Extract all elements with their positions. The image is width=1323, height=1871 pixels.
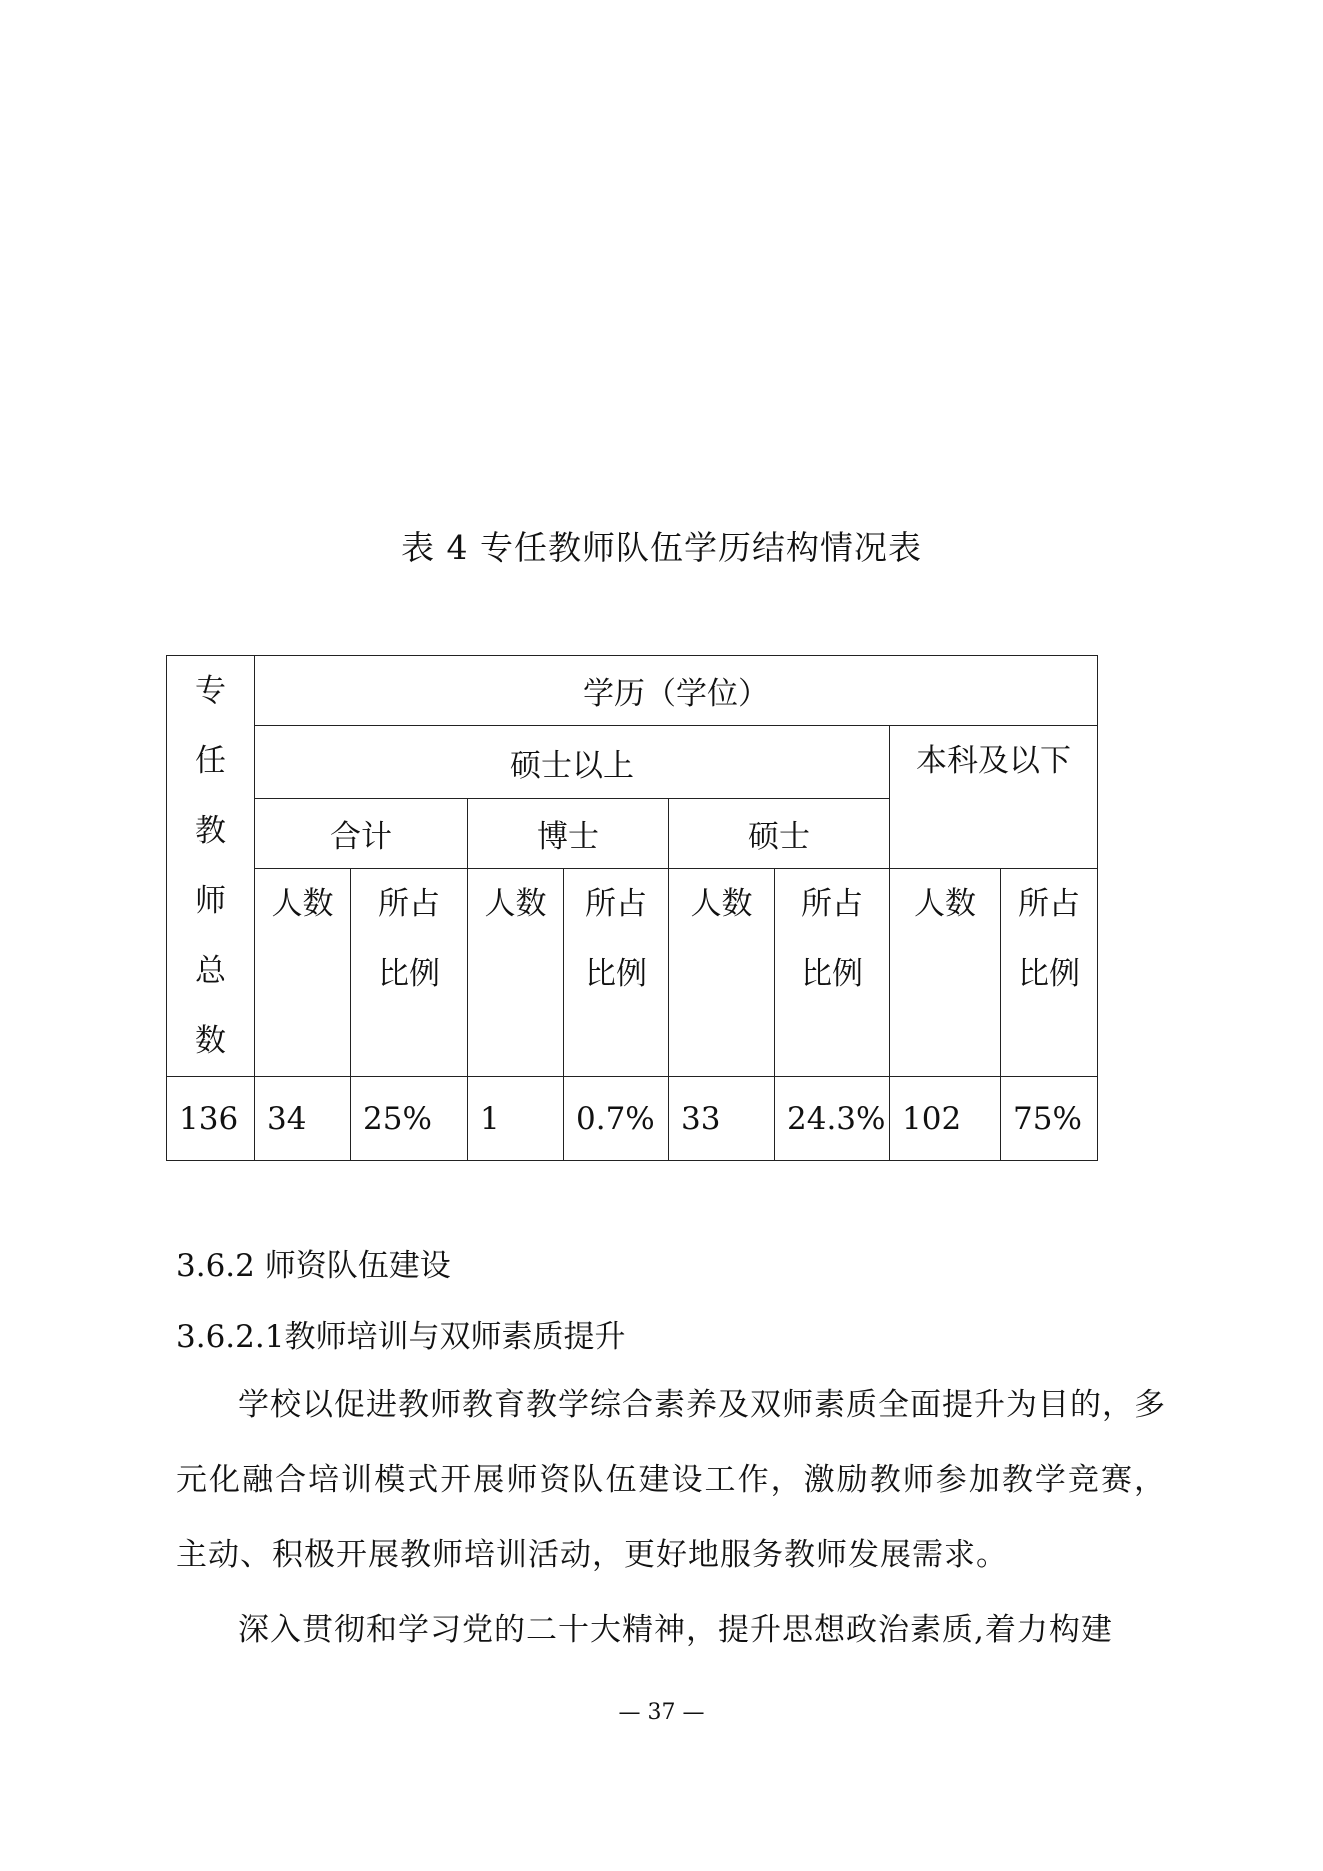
count-header: 人数 — [468, 869, 564, 1077]
count-header: 人数 — [255, 869, 351, 1077]
degree-header: 学历（学位） — [255, 656, 1098, 726]
page-number: — 37 — — [618, 1700, 705, 1725]
table-cell: 25% — [351, 1077, 468, 1161]
ratio-header: 所占 比例 — [775, 869, 890, 1077]
education-structure-table — [166, 655, 1098, 1161]
total-teachers-header: 专 任 教 师 总 数 — [167, 656, 255, 1077]
bachelor-below-header: 本科及以下 — [890, 726, 1098, 869]
master-above-header: 硕士以上 — [255, 726, 890, 799]
section-heading: 3.6.2 师资队伍建设 — [176, 1248, 451, 1284]
table-row — [167, 1077, 1098, 1161]
count-header: 人数 — [669, 869, 775, 1077]
phd-header: 博士 — [468, 799, 669, 869]
table-caption: 表 4 专任教师队伍学历结构情况表 — [401, 528, 922, 567]
master-header: 硕士 — [669, 799, 890, 869]
ratio-header: 所占 比例 — [1001, 869, 1098, 1077]
table-cell: 24.3% — [775, 1077, 890, 1161]
table-cell: 102 — [890, 1077, 1001, 1161]
subsection-heading: 3.6.2.1教师培训与双师素质提升 — [176, 1319, 626, 1355]
table-cell: 1 — [468, 1077, 564, 1161]
body-paragraph: 深入贯彻和学习党的二十大精神，提升思想政治素质,着力构建 — [238, 1612, 1113, 1648]
table-cell: 75% — [1001, 1077, 1098, 1161]
ratio-header: 所占 比例 — [351, 869, 468, 1077]
table-cell: 0.7% — [564, 1077, 669, 1161]
ratio-header: 所占 比例 — [564, 869, 669, 1077]
total-header: 合计 — [255, 799, 468, 869]
table-cell: 34 — [255, 1077, 351, 1161]
table-cell: 33 — [669, 1077, 775, 1161]
count-header: 人数 — [890, 869, 1001, 1077]
body-paragraph: 学校以促进教师教育教学综合素养及双师素质全面提升为目的，多元化融合培训模式开展师资队伍建设工作，激励教师参加教学竞赛，主动、积极开展教师培训活动，更好地服务教师发展需求。 — [176, 1387, 1166, 1573]
table-cell: 136 — [167, 1077, 255, 1161]
